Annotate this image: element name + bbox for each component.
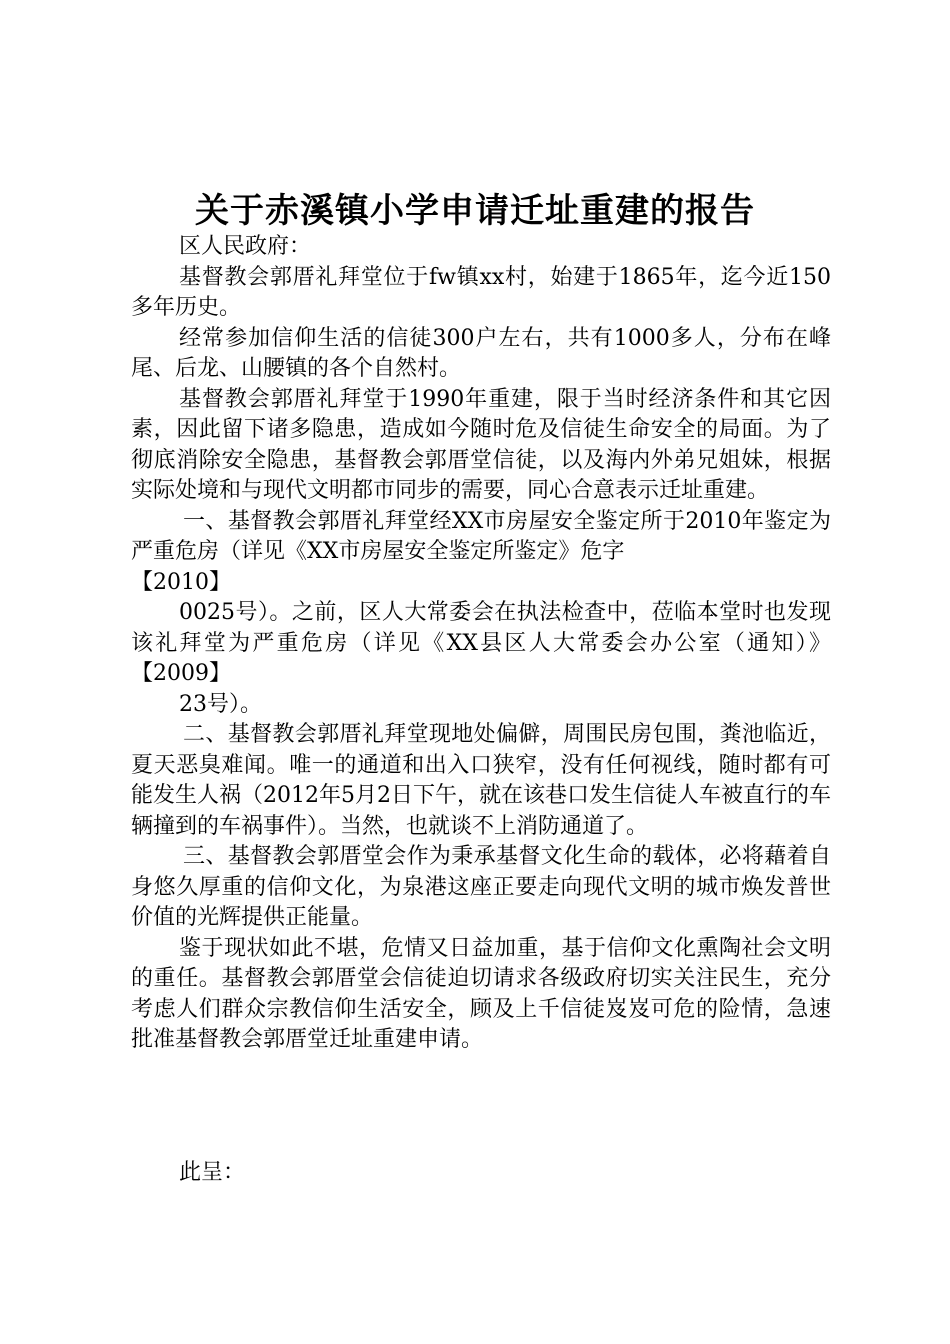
closing: 此呈： — [179, 1160, 246, 1185]
paragraph-point-two: 二、基督教会郭厝礼拜堂现地处偏僻，周围民房包围，粪池临近，夏天恶臭难闻。唯一的通道和出入口狭窄，没有任何视线，随时都有可能发生人祸（2012年5月2日下午，就在该巷口发生信徒人车被直行的车辆撞到的车祸事件）。当然，也就谈不上消防通道了。 — [131, 722, 831, 839]
paragraph-rebuild: 基督教会郭厝礼拜堂于1990年重建，限于当时经济条件和其它因素，因此留下诸多隐患，造成如今随时危及信徒生命安全的局面。为了彻底消除安全隐患，基督教会郭厝堂信徒，以及海内外弟兄姐妹，根据实际处境和与现代文明都市同步的需要，同心合意表示迁址重建。 — [131, 386, 831, 503]
salutation: 区人民政府： — [179, 234, 312, 259]
paragraph-request: 鉴于现状如此不堪，危情又日益加重，基于信仰文化熏陶社会文明的重任。基督教会郭厝堂会信徒迫切请求各级政府切实关注民生，充分考虑人们群众宗教信仰生活安全，顾及上千信徒岌岌可危的险情，急速批准基督教会郭厝堂迁址重建申请。 — [131, 935, 831, 1052]
paragraph-point-one-cont: 0025号）。之前，区人大常委会在执法检查中，莅临本堂时也发现该礼拜堂为严重危房（详见《XX县区人大常委会办公室（通知）》【2009】 — [131, 600, 831, 686]
paragraph-believers: 经常参加信仰生活的信徒300户左右，共有1000多人，分布在峰尾、后龙、山腰镇的各个自然村。 — [131, 325, 831, 381]
document-title: 关于赤溪镇小学申请迁址重建的报告 — [195, 191, 755, 231]
paragraph-point-one-end: 23号）。 — [179, 691, 262, 717]
paragraph-point-three: 三、基督教会郭厝堂会作为秉承基督文化生命的载体，必将藉着自身悠久厚重的信仰文化，为泉港这座正要走向现代文明的城市焕发普世价值的光辉提供正能量。 — [131, 844, 831, 930]
paragraph-history: 基督教会郭厝礼拜堂位于fw镇xx村，始建于1865年，迄今近150多年历史。 — [131, 264, 831, 320]
document-body — [131, 232, 831, 1056]
paragraph-point-one: 一、基督教会郭厝礼拜堂经XX市房屋安全鉴定所于2010年鉴定为严重危房（详见《XX市房屋安全鉴定所鉴定》危字 — [131, 508, 831, 564]
paragraph-point-one-ref: 【2010】 — [131, 569, 231, 595]
